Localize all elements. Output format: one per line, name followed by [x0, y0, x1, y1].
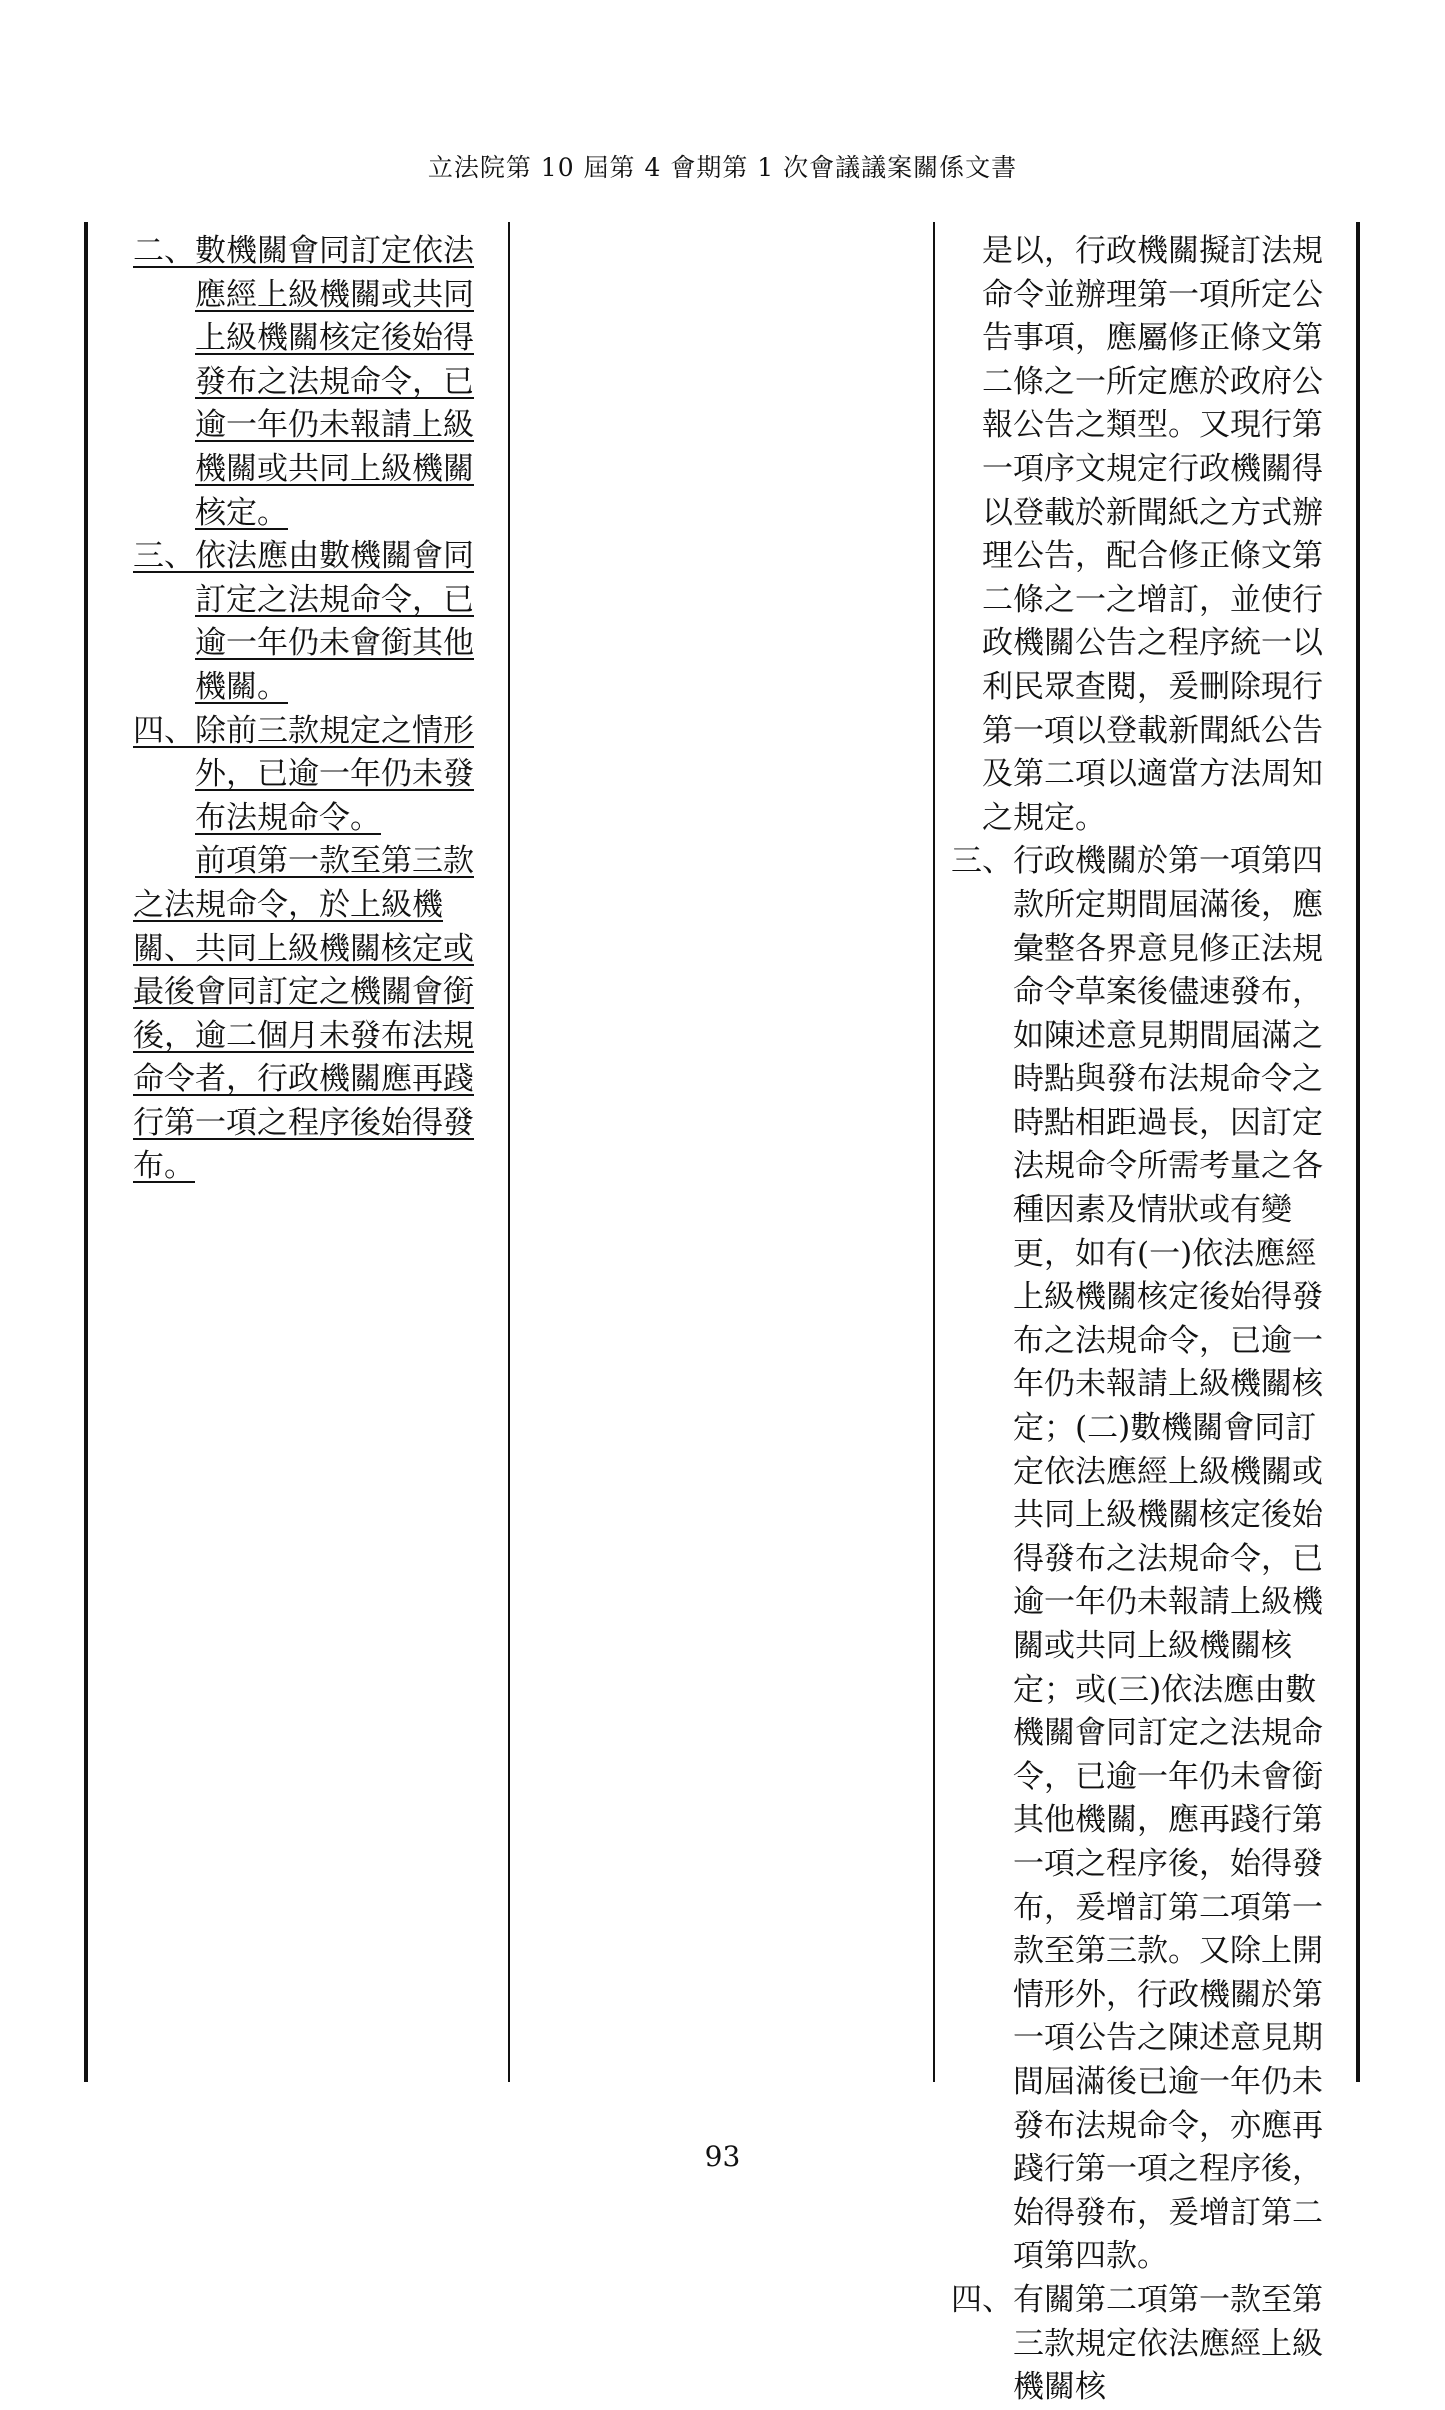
- item-marker: 二、: [133, 233, 195, 269]
- list-item: [951, 2279, 1346, 2410]
- amended-text-column: [133, 230, 499, 1189]
- item-marker: 四、: [951, 2281, 1013, 2318]
- item-text: 除前三款規定之情形外，已逾一年仍未發布法規命令。: [195, 712, 474, 836]
- item-text: 行政機關於第一項第四款所定期間屆滿後，應彙整各界意見修正法規命令草案後儘速發布，如陳述意見期間屆滿之時點與發布法規命令之時點相距過長，因訂定法規命令所需考量之各種因素及情狀或有變更，如有(一)依法應經上級機關核定後始得發布之法規命令，已逾一年仍未報請上級機關核定；(二)數機關會同訂定依法應經上級機關或共同上級機關核定後始得發布之法規命令，已逾一年仍未報請上級機關或共同上級機關核定；或(三)依法應由數機關會同訂定之法規命令，已逾一年仍未會銜其他機關，應再踐行第一項之程序後，始得發布，爰增訂第二項第一款至第三款。又除上開情形外，行政機關於第一項公告之陳述意見期間屆滿後已逾一年仍未發布法規命令，亦應再踐行第一項之程序後，始得發布，爰增訂第二項第四款。: [1013, 843, 1323, 2275]
- explanation-column: [951, 230, 1346, 2410]
- item-marker: 四、: [133, 712, 195, 749]
- paragraph: [133, 840, 499, 1189]
- item-text: 有關第二項第一款至第三款規定依法應經上級機關核: [1013, 2281, 1323, 2406]
- table-border-left: [84, 222, 88, 2082]
- document-header: 立法院第 10 屆第 4 會期第 1 次會議議案關係文書: [427, 153, 1018, 182]
- column-divider-2: [933, 222, 935, 2082]
- table-border-right: [1356, 222, 1360, 2082]
- paragraph-text: 前項第一款至第三款之法規命令，於上級機關、共同上級機關核定或最後會同訂定之機關會銜後，逾二個月未發布法規命令者，行政機關應再踐行第一項之程序後始得發布。: [133, 843, 474, 1185]
- page-number: 93: [704, 2140, 741, 2173]
- list-item: [951, 840, 1346, 2279]
- item-text: 數機關會同訂定依法應經上級機關或共同上級機關核定後始得發布之法規命令，已逾一年仍未報請上級機關或共同上級機關核定。: [195, 233, 474, 531]
- item-marker: 三、: [951, 843, 1013, 880]
- list-item: [133, 535, 499, 709]
- continuation-paragraph: 是以，行政機關擬訂法規命令並辦理第一項所定公告事項，應屬修正條文第二條之一所定應於政府公報公告之類型。又現行第一項序文規定行政機關得以登載於新聞紙之方式辦理公告，配合修正條文第二條之一之增訂，並使行政機關公告之程序統一以利民眾查閱，爰刪除現行第一項以登載新聞紙公告及第二項以適當方法周知之規定。: [982, 233, 1323, 836]
- item-text: 依法應由數機關會同訂定之法規命令，已逾一年仍未會銜其他機關。: [195, 538, 474, 705]
- list-item: [133, 710, 499, 841]
- column-divider-1: [508, 222, 510, 2082]
- list-item: [133, 230, 499, 535]
- item-marker: 三、: [133, 538, 195, 575]
